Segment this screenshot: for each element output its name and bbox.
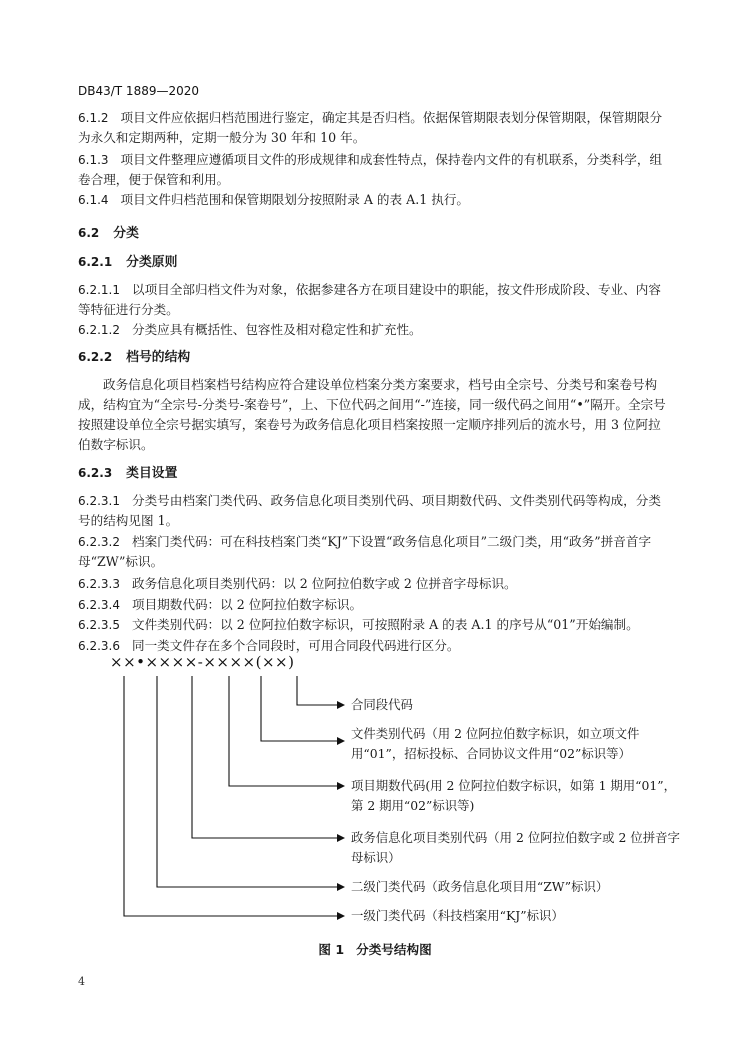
clause-text: 分类应具有概括性、包容性及相对稳定性和扩充性。 xyxy=(131,322,422,337)
figure-number: 图 1 xyxy=(318,942,345,957)
section-title: 分类原则 xyxy=(126,255,178,270)
clause-number: 6.1.3 xyxy=(78,153,109,167)
clause-number: 6.2.3.1 xyxy=(78,494,120,508)
section-title: 类目设置 xyxy=(126,466,178,481)
label-project-category-code: 政务信息化项目类别代码（用 2 位阿拉伯数字或 2 位拼音字母标识） xyxy=(351,830,680,865)
classification-code-pattern: ××•××××-××××(××) xyxy=(110,653,295,671)
clause-number: 6.2.3.5 xyxy=(78,618,120,632)
figure-title: 分类号结构图 xyxy=(356,942,432,957)
clause-text: 项目文件整理应遵循项目文件的形成规律和成套性特点，保持卷内文件的有机联系，分类科学，组卷合理，便于保管和利用。 xyxy=(78,152,663,187)
section-number: 6.2.2 xyxy=(78,350,113,364)
clause-text: 项目文件应依据归档范围进行鉴定，确定其是否归档。依据保管期限表划分保管期限，保管期限分为永久和定期两种，定期一般分为 30 年和 10 年。 xyxy=(78,110,663,145)
connector-phase-code xyxy=(229,676,344,786)
document-id-header: DB43/T 1889—2020 xyxy=(78,84,200,98)
connector-second-class xyxy=(157,676,344,887)
label-first-class-code: 一级门类代码（科技档案用“KJ”标识） xyxy=(351,908,564,923)
clause-text: 以项目全部归档文件为对象，依据参建各方在项目建设中的职能，按文件形成阶段、专业、内容等特征进行分类。 xyxy=(78,282,661,317)
figure-caption xyxy=(0,939,750,958)
clause-number: 6.2.3.6 xyxy=(78,639,120,653)
clause-text: 项目文件归档范围和保管期限划分按照附录 A 的表 A.1 执行。 xyxy=(120,192,470,207)
clause-number: 6.2.3.3 xyxy=(78,577,120,591)
page-number: 4 xyxy=(78,975,85,988)
label-contract-code: 合同段代码 xyxy=(351,697,413,712)
label-second-class-code: 二级门类代码（政务信息化项目用“ZW”标识） xyxy=(351,879,609,894)
clause-text: 档案门类代码：可在科技档案门类“KJ”下设置“政务信息化项目”二级门类，用“政务”拼音首字母“ZW”标识。 xyxy=(78,534,652,569)
clause-number: 6.1.2 xyxy=(78,111,109,125)
section-title: 分类 xyxy=(113,226,139,241)
section-number: 6.2.1 xyxy=(78,255,113,269)
clause-number: 6.2.1.1 xyxy=(78,283,120,297)
label-project-phase-code: 项目期数代码(用 2 位阿拉伯数字标识，如第 1 期用“01”，第 2 期用“02”标识等) xyxy=(351,778,676,813)
section-number: 6.2 xyxy=(78,226,100,240)
clause-text: 项目期数代码：以 2 位阿拉伯数字标识。 xyxy=(131,597,363,612)
section-title: 档号的结构 xyxy=(126,350,191,365)
clause-text: 同一类文件存在多个合同段时，可用合同段代码进行区分。 xyxy=(131,638,460,653)
label-file-category-code: 文件类别代码（用 2 位阿拉伯数字标识，如立项文件用“01”，招标投标、合同协议文件用“02”标识等） xyxy=(351,726,640,761)
connector-contract-code xyxy=(297,676,344,705)
clause-text: 文件类别代码：以 2 位阿拉伯数字标识，可按照附录 A 的表 A.1 的序号从“01”开始编制。 xyxy=(131,617,639,632)
connector-file-category xyxy=(261,676,344,741)
clause-number: 6.2.3.2 xyxy=(78,535,120,549)
paragraph-text: 政务信息化项目档案档号结构应符合建设单位档案分类方案要求，档号由全宗号、分类号和案卷号构成，结构宜为“全宗号-分类号-案卷号”，上、下位代码之间用“-”连接，同一级代码之间用“•”隔开。全宗号按照建设单位全宗号据实填写，案卷号为政务信息化项目档案按照一定顺序排列后的流水号，用 3 位阿拉伯数字标识。 xyxy=(78,377,666,452)
clause-number: 6.1.4 xyxy=(78,193,109,207)
clause-text: 分类号由档案门类代码、政务信息化项目类别代码、项目期数代码、文件类别代码等构成，分类号的结构见图 1。 xyxy=(78,493,661,528)
section-number: 6.2.3 xyxy=(78,466,113,480)
clause-number: 6.2.1.2 xyxy=(78,323,120,337)
connector-project-category xyxy=(192,676,344,838)
clause-number: 6.2.3.4 xyxy=(78,598,120,612)
clause-text: 政务信息化项目类别代码：以 2 位阿拉伯数字或 2 位拼音字母标识。 xyxy=(131,576,517,591)
